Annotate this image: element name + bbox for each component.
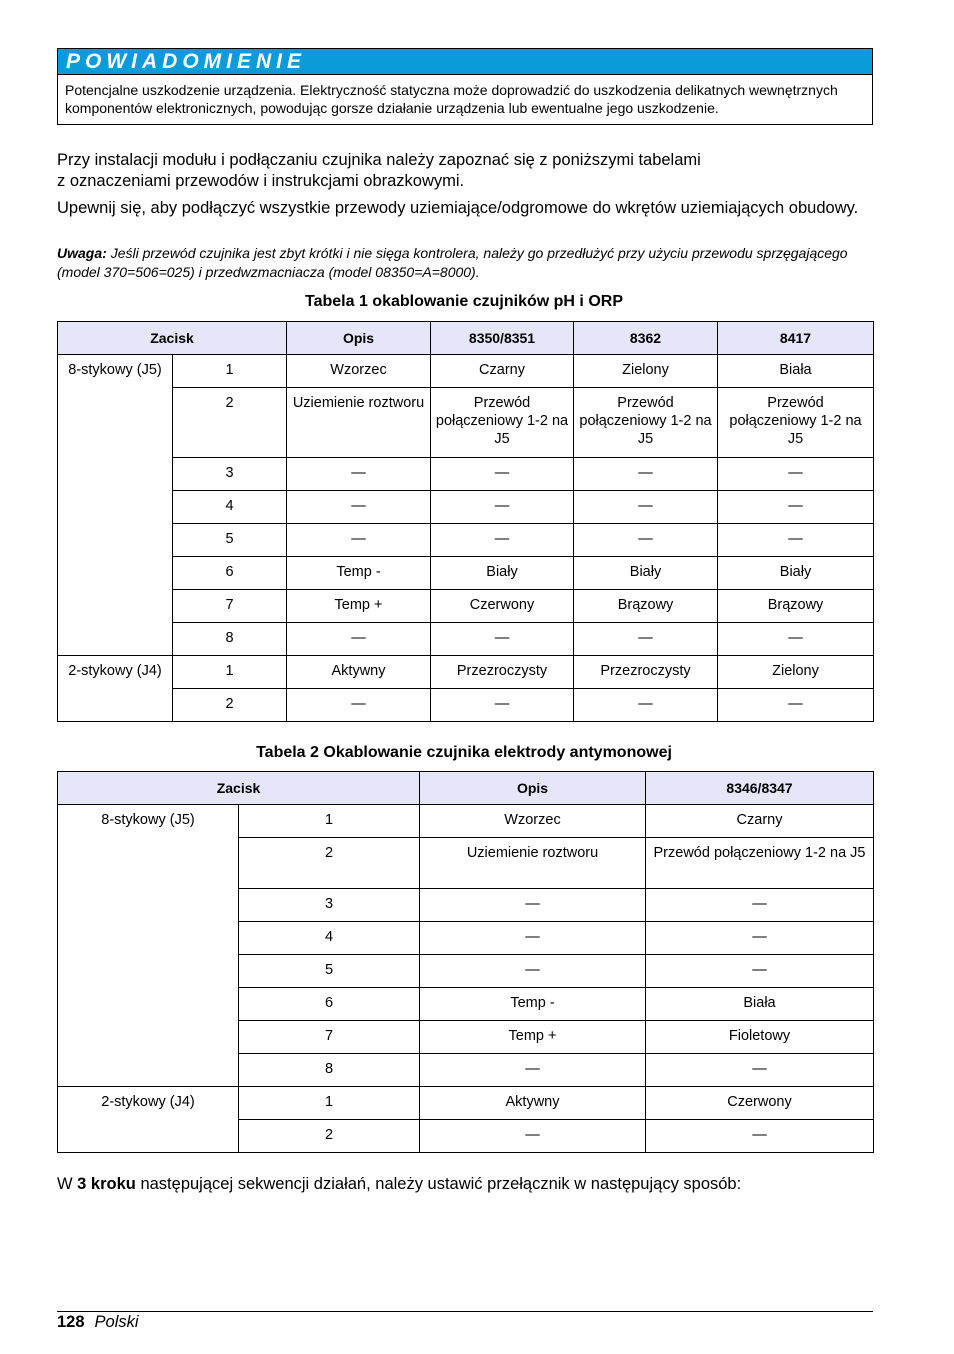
table-cell: — (420, 955, 646, 988)
step-prefix: W (57, 1175, 78, 1193)
step-bold: 3 kroku (77, 1175, 136, 1193)
grounding-paragraph: Upewnij się, aby podłączyć wszystkie przewody uziemiające/odgromowe do wkrętów uziemiających obudowy. (57, 199, 859, 217)
table-cell: — (718, 524, 874, 557)
table-cell: Uziemienie roztworu (420, 838, 646, 889)
table-cell: Wzorzec (420, 805, 646, 838)
header-cell: 8417 (718, 322, 874, 355)
notice-title: POWIADOMIENIE (58, 49, 872, 75)
table-cell: — (574, 524, 718, 557)
intro-paragraph (57, 150, 871, 192)
table-row (58, 656, 874, 689)
table-cell: — (287, 623, 431, 656)
table-cell: Wzorzec (287, 355, 431, 388)
table-cell: Zielony (574, 355, 718, 388)
table-cell: 1 (239, 805, 420, 838)
table-cell: — (287, 689, 431, 722)
header-cell: 8362 (574, 322, 718, 355)
table-cell: 6 (239, 988, 420, 1021)
antimony-wiring-table (57, 771, 874, 1153)
table-cell: — (718, 458, 874, 491)
table-cell: Przewód połączeniowy 1-2 na J5 (718, 388, 874, 458)
table-row (58, 355, 874, 388)
table-cell: 5 (239, 955, 420, 988)
table-cell: — (646, 1054, 874, 1087)
table-cell: Biały (574, 557, 718, 590)
table-cell: — (420, 889, 646, 922)
page-number: 128 (57, 1313, 85, 1331)
table-cell: — (574, 689, 718, 722)
table-cell: — (420, 1120, 646, 1153)
table-cell: 5 (173, 524, 287, 557)
header-cell: 8350/8351 (431, 322, 574, 355)
table-row (58, 491, 874, 524)
header-cell: Zacisk (58, 322, 287, 355)
table-cell: Temp - (420, 988, 646, 1021)
table-cell: — (431, 491, 574, 524)
table-row (58, 458, 874, 491)
table-row (58, 623, 874, 656)
table-cell: 8 (239, 1054, 420, 1087)
table-cell: 1 (173, 656, 287, 689)
table-header-row (58, 772, 874, 805)
header-cell: Zacisk (58, 772, 420, 805)
connector-cell: 8-stykowy (J5) (58, 805, 239, 1087)
table-cell: 3 (173, 458, 287, 491)
table-cell: Czarny (646, 805, 874, 838)
table-cell: Temp + (287, 590, 431, 623)
notice-body: Potencjalne uszkodzenie urządzenia. Elektryczność statyczna może doprowadzić do uszkodzenia delikatnych wewnętrznych komponentów elektronicznych, powodując gorsze działanie urządzenia lub ewentualne jego uszkodzenie. (65, 82, 838, 116)
table-cell: — (420, 922, 646, 955)
table-cell: 7 (239, 1021, 420, 1054)
header-cell: 8346/8347 (646, 772, 874, 805)
ph-orp-wiring-table (57, 321, 874, 722)
connector-cell: 2-stykowy (J4) (58, 656, 173, 722)
table-cell: Biała (646, 988, 874, 1021)
table-cell: — (574, 458, 718, 491)
table-cell: 6 (173, 557, 287, 590)
table-cell: — (718, 491, 874, 524)
table-cell: — (646, 955, 874, 988)
table-cell: 1 (239, 1087, 420, 1120)
intro-line-2: z oznaczeniami przewodów i instrukcjami obrazkowymi. (57, 172, 465, 190)
table-cell: Biały (431, 557, 574, 590)
table-cell: Fioletowy (646, 1021, 874, 1054)
table2-caption: Tabela 2 Okablowanie czujnika elektrody antymonowej (256, 744, 672, 761)
table-cell: Brązowy (574, 590, 718, 623)
table-cell: Zielony (718, 656, 874, 689)
table-row (58, 590, 874, 623)
connector-cell: 2-stykowy (J4) (58, 1087, 239, 1153)
table-cell: — (646, 1120, 874, 1153)
header-cell: Opis (420, 772, 646, 805)
table-cell: Przewód połączeniowy 1-2 na J5 (431, 388, 574, 458)
table-cell: Biały (718, 557, 874, 590)
table-cell: — (420, 1054, 646, 1087)
note-text: Jeśli przewód czujnika jest zbyt krótki i nie sięga kontrolera, należy go przedłużyć przy użyciu przewodu sprzęgającego (model 370=506=025) i przedwzmacniacza (model 08350=A=8000). (57, 245, 848, 280)
connector-cell: 8-stykowy (J5) (58, 355, 173, 656)
table-cell: Czerwony (646, 1087, 874, 1120)
table-cell: Przewód połączeniowy 1-2 na J5 (574, 388, 718, 458)
table-cell: 2 (239, 838, 420, 889)
table-row (58, 689, 874, 722)
table-cell: Temp - (287, 557, 431, 590)
table-cell: Biała (718, 355, 874, 388)
page-footer (57, 1312, 139, 1333)
table-cell: Aktywny (287, 656, 431, 689)
step-instruction (57, 1174, 871, 1195)
table-row (58, 557, 874, 590)
footer-divider (57, 1311, 873, 1312)
table-row (58, 1087, 874, 1120)
table-cell: 4 (173, 491, 287, 524)
table-cell: Przezroczysty (431, 656, 574, 689)
table-cell: 3 (239, 889, 420, 922)
table-header-row (58, 322, 874, 355)
table-cell: Czarny (431, 355, 574, 388)
table-cell: 7 (173, 590, 287, 623)
table-cell: 2 (239, 1120, 420, 1153)
note-label: Uwaga: (57, 245, 107, 261)
note (57, 244, 871, 282)
table-cell: 8 (173, 623, 287, 656)
table-cell: — (431, 689, 574, 722)
header-cell: Opis (287, 322, 431, 355)
table-cell: Aktywny (420, 1087, 646, 1120)
table-cell: Przewód połączeniowy 1-2 na J5 (646, 838, 874, 889)
table-cell: — (431, 458, 574, 491)
table-cell: — (718, 689, 874, 722)
table-cell: Brązowy (718, 590, 874, 623)
table-cell: 2 (173, 388, 287, 458)
table-row (58, 524, 874, 557)
table-cell: — (287, 524, 431, 557)
table-cell: — (646, 889, 874, 922)
table-cell: — (431, 524, 574, 557)
table1-caption: Tabela 1 okablowanie czujników pH i ORP (305, 293, 623, 310)
table-cell: 2 (173, 689, 287, 722)
table-cell: — (287, 458, 431, 491)
table-row (58, 388, 874, 458)
intro-line-1: Przy instalacji modułu i podłączaniu czujnika należy zapoznać się z poniższymi tabelami (57, 151, 701, 169)
table-cell: — (287, 491, 431, 524)
step-suffix: następującej sekwencji działań, należy ustawić przełącznik w następujący sposób: (135, 1175, 742, 1193)
table-cell: Uziemienie roztworu (287, 388, 431, 458)
table-row (58, 805, 874, 838)
footer-language: Polski (94, 1313, 139, 1331)
table-cell: 1 (173, 355, 287, 388)
table-cell: — (574, 623, 718, 656)
table-cell: Czerwony (431, 590, 574, 623)
table-cell: — (431, 623, 574, 656)
notice-box (57, 48, 873, 125)
table-cell: — (718, 623, 874, 656)
table-cell: Przezroczysty (574, 656, 718, 689)
table-cell: Temp + (420, 1021, 646, 1054)
table-cell: 4 (239, 922, 420, 955)
table-cell: — (574, 491, 718, 524)
table-cell: — (646, 922, 874, 955)
